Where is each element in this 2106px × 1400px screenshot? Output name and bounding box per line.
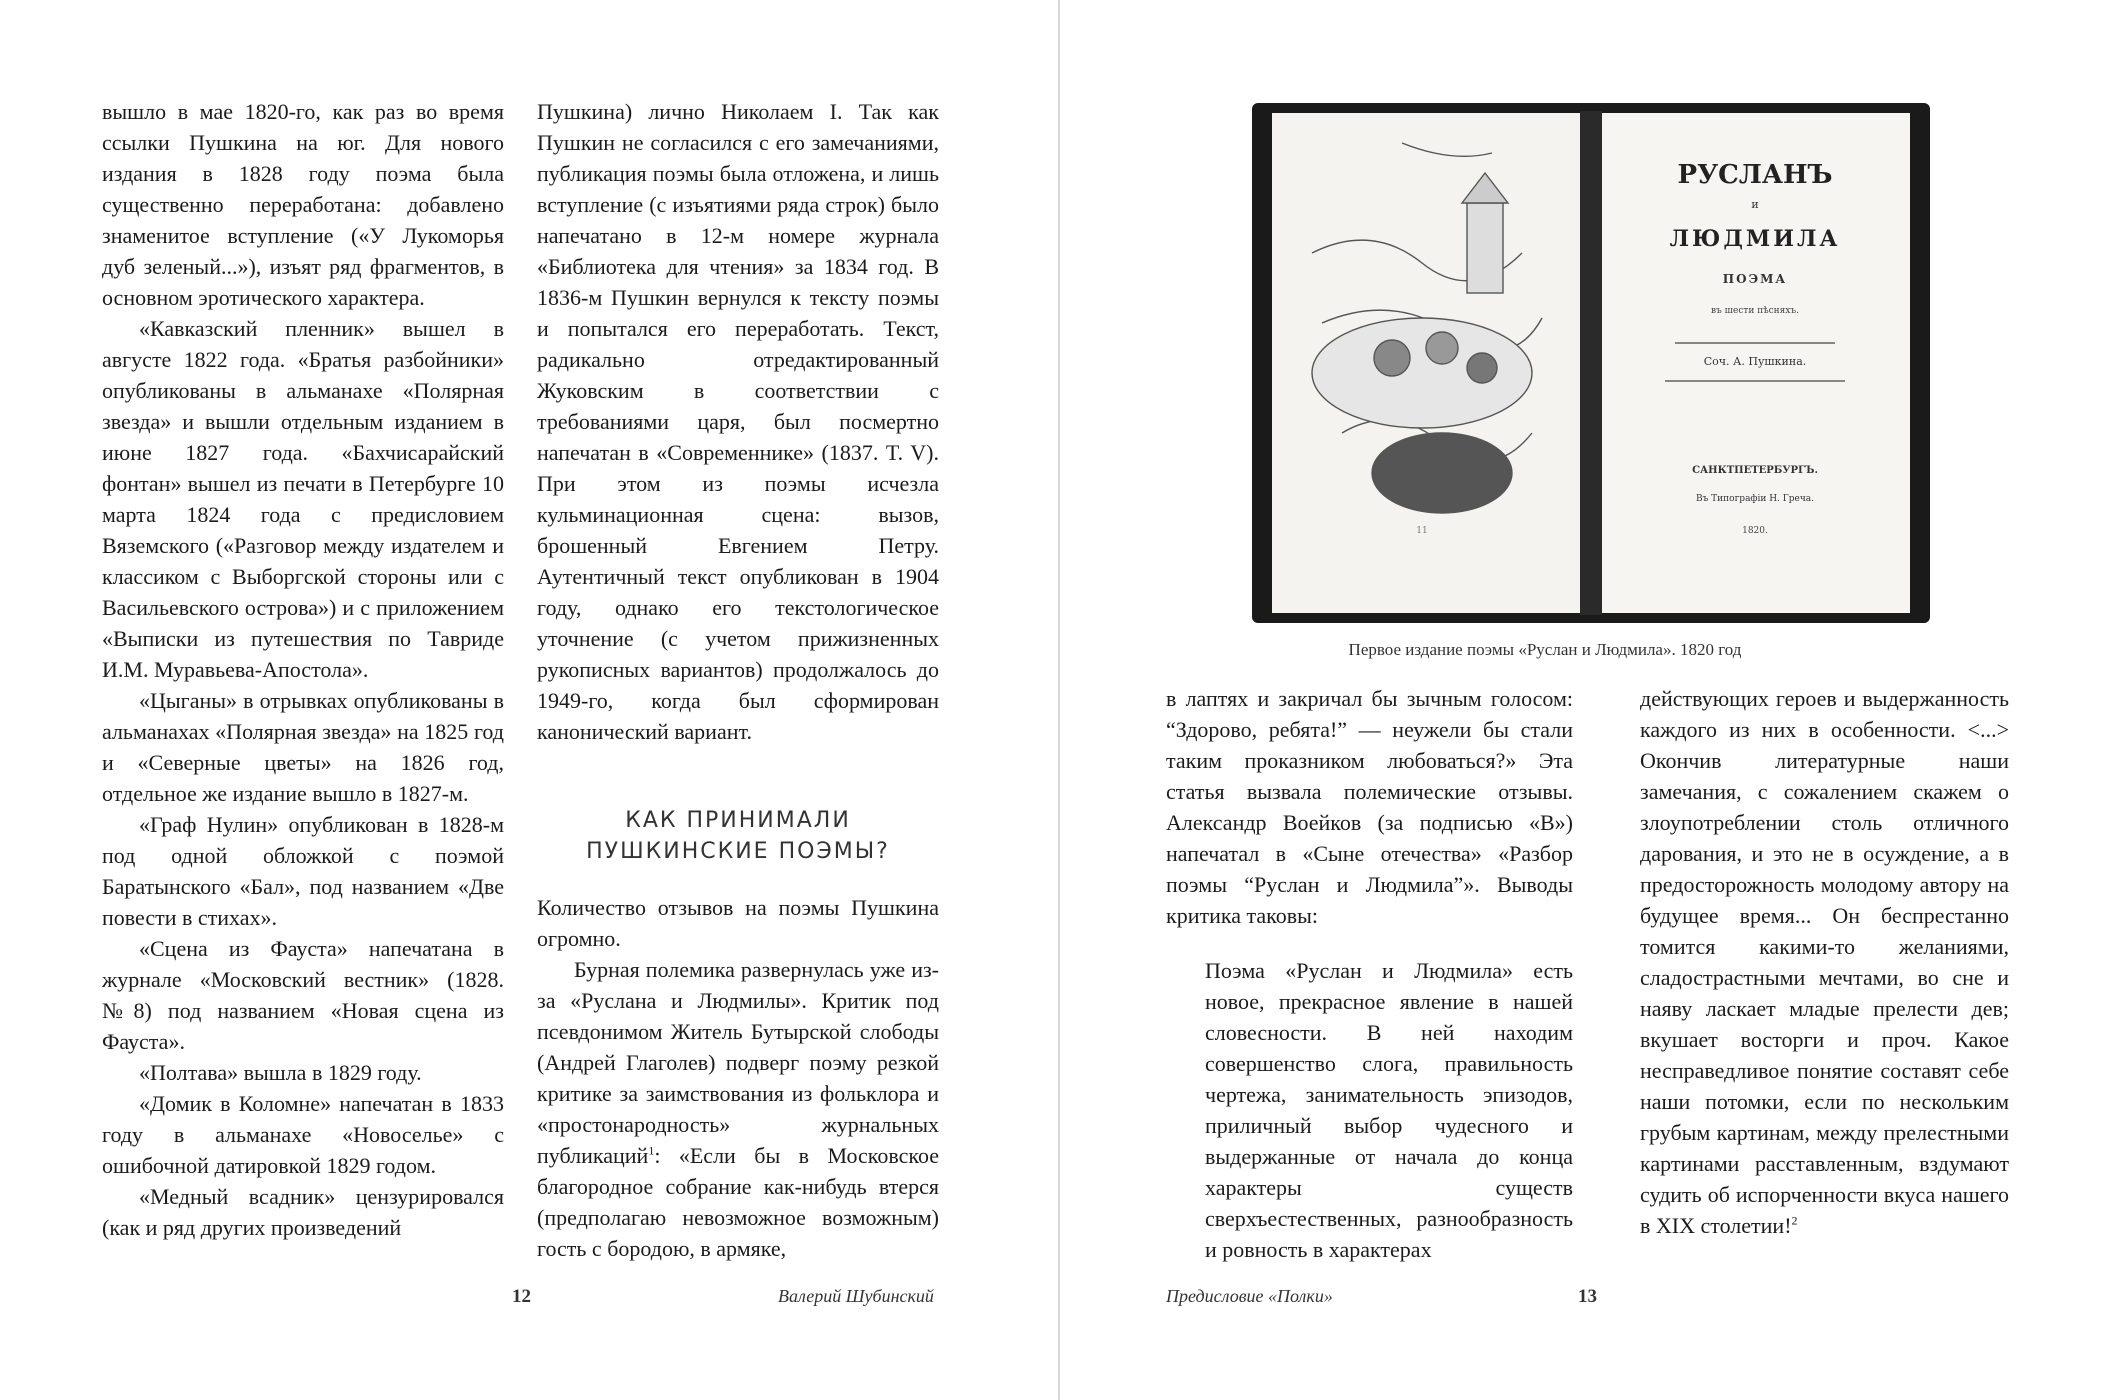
book-year: 1820. [1742, 526, 1768, 536]
footnote-marker: 2 [1791, 1213, 1798, 1228]
book-author: Соч. А. Пушкина. [1703, 355, 1807, 368]
running-head-right: Предисловие «Полки» [1166, 1286, 1333, 1306]
paragraph: вышло в мае 1820-го, как раз во время ссылки Пушкина на юг. Для нового издания в 1828 году поэма была существенно переработана: добавлено знаменитое вступление («У Лукоморья дуб зеленый...»), изъят ряд фрагментов, в основном эротического характера. [102, 99, 504, 310]
paragraph [1640, 683, 2009, 1241]
paragraph [537, 954, 939, 1264]
section-heading-line-1: КАК ПРИНИМАЛИ [625, 808, 851, 833]
section-heading-line-2: ПУШКИНСКИЕ ПОЭМЫ? [586, 839, 890, 864]
book-title-line-1: РУСЛАНЪ [1677, 160, 1833, 190]
book-printer: Въ Типографіи Н. Греча. [1695, 494, 1815, 504]
paragraph: «Домик в Коломне» напечатан в 1833 году в альманахе «Новоселье» с ошибочной датировкой 1829 годом. [102, 1091, 504, 1178]
book-title-and: и [1751, 198, 1759, 211]
paragraph: в лаптях и закричал бы зычным голосом: “Здорово, ребята!” — неужели бы стали таким проказником любоваться?» Эта статья вызвала полемические отзывы. Александр Воейков (за подписью «В») напечатал в «Сыне отечества» «Разбор поэмы “Руслан и Людмила”». Выводы критика таковы: [1166, 686, 1573, 928]
paragraph: Пушкина) лично Николаем I. Так как Пушкин не согласился с его замечаниями, публикация поэмы была отложена, и лишь вступление (с изъятиями ряда строк) было напечатано в 12-м номере журнала «Библиотека для чтения» за 1834 год. В 1836-м Пушкин вернулся к тексту поэмы и попытался его переработать. Текст, радикально отредактированный Жуковским в соответствии с требованиями царя, был посмертно напечатан в «Современнике» (1837. T. V). При этом из поэмы исчезла кульминационная сцена: вызов, брошенный Евгением Петру. Аутентичный текст опубликован в 1904 году, однако его текстологическое уточнение (с учетом прижизненных рукописных вариантов) продолжалось до 1949-го, когда был сформирован канонический вариант. [537, 99, 939, 744]
paragraph-text: действующих героев и выдержанность каждого из них в особенности. <...> Окончив литературные наши замечания, с сожалением скажем о злоупотреблении столь отличного дарования, и это не в осуждение, а в предосторожность молодому автору на будущее время... Он беспрестанно томится какими-то желаниями, сладострастными мечтами, во сне и наяву ласкает младые прелести дев; вкушает восторги и проч. Какое несправедливое понятие составят себе наши потомки, если по нескольким грубым картинам, между прелестными картинами расставленным, вздумают судить об испорченности вкуса нашего в XIX столетии! [1640, 686, 2009, 1238]
book-photo [1252, 103, 1930, 623]
paragraph: «Сцена из Фауста» напечатана в журнале «Московский вестник» (1828. №8) под названием «Новая сцена из Фауста». [102, 936, 504, 1054]
paragraph: «Граф Нулин» опубликован в 1828-м под одной обложкой с поэмой Баратынского «Бал», под названием «Две повести в стихах». [102, 812, 504, 930]
right-page-column-1 [1166, 683, 1573, 1265]
blockquote: Поэма «Руслан и Людмила» есть новое, прекрасное явление в нашей словесности. В ней находим совершенство слога, правильность чертежа, занимательность эпизодов, приличный выбор чудесного и выдержанные от начала до конца характеры существ сверхъестественных, разнообразность и ровность в характерах [1205, 958, 1573, 1262]
page-gutter [1058, 0, 1060, 1400]
paragraph: «Кавказский пленник» вышел в августе 1822 года. «Братья разбойники» опубликованы в альманахе «Полярная звезда» и вышли отдельным изданием в июне 1827 года. «Бахчисарайский фонтан» вышел из печати в Петербурге 10 марта 1824 года с предисловием Вяземского («Разговор между издателем и классиком с Выборгской стороны или с Васильевского острова») и с приложением «Выписки из путешествия по Тавриде И.М. Муравьева-Апостола». [102, 316, 504, 682]
page-number-right: 13 [1578, 1286, 1597, 1307]
paragraph: «Медный всадник» цензурировался (как и ряд других произведений [102, 1184, 504, 1240]
running-head-left: Валерий Шубинский [778, 1286, 934, 1306]
photo-caption: Первое издание поэмы «Руслан и Людмила». 1820 год [1348, 640, 1742, 659]
page-number-left: 12 [512, 1286, 531, 1307]
paragraph: Количество отзывов на поэмы Пушкина огромно. [537, 895, 939, 951]
book-subtitle: ПОЭМА [1722, 272, 1788, 286]
paragraph: «Цыганы» в отрывках опубликованы в альманахах «Полярная звезда» на 1825 год и «Северные цветы» на 1826 год, отдельное же издание вышло в 1827-м. [102, 688, 504, 806]
paragraph: «Полтава» вышла в 1829 году. [139, 1060, 422, 1085]
book-title-line-2: ЛЮДМИЛА [1669, 226, 1841, 252]
right-page-column-2 [1640, 683, 2009, 1241]
paragraph-text: : «Если бы в Московское благородное собрание как-нибудь втерся (предполагаю невозможное возможным) гость с бородою, в армяке, [537, 1143, 939, 1261]
book-city: САНКТПЕТЕРБУРГЪ. [1692, 465, 1818, 476]
book-subtitle-2: въ шести пѣсняхъ. [1710, 306, 1800, 316]
footnote-marker: 1 [648, 1143, 655, 1158]
illustration-plate-text: 11 [1416, 526, 1428, 536]
left-page-column-2 [537, 96, 939, 1264]
left-page-column-1 [102, 96, 504, 1243]
paragraph-text: Бурная полемика развернулась уже из-за «Руслана и Людмилы». Критик под псевдонимом Житель Бутырской слободы (Андрей Глаголев) подверг поэму резкой критике за заимствования из фольклора и «простонародность» журнальных публикаций [537, 957, 939, 1168]
